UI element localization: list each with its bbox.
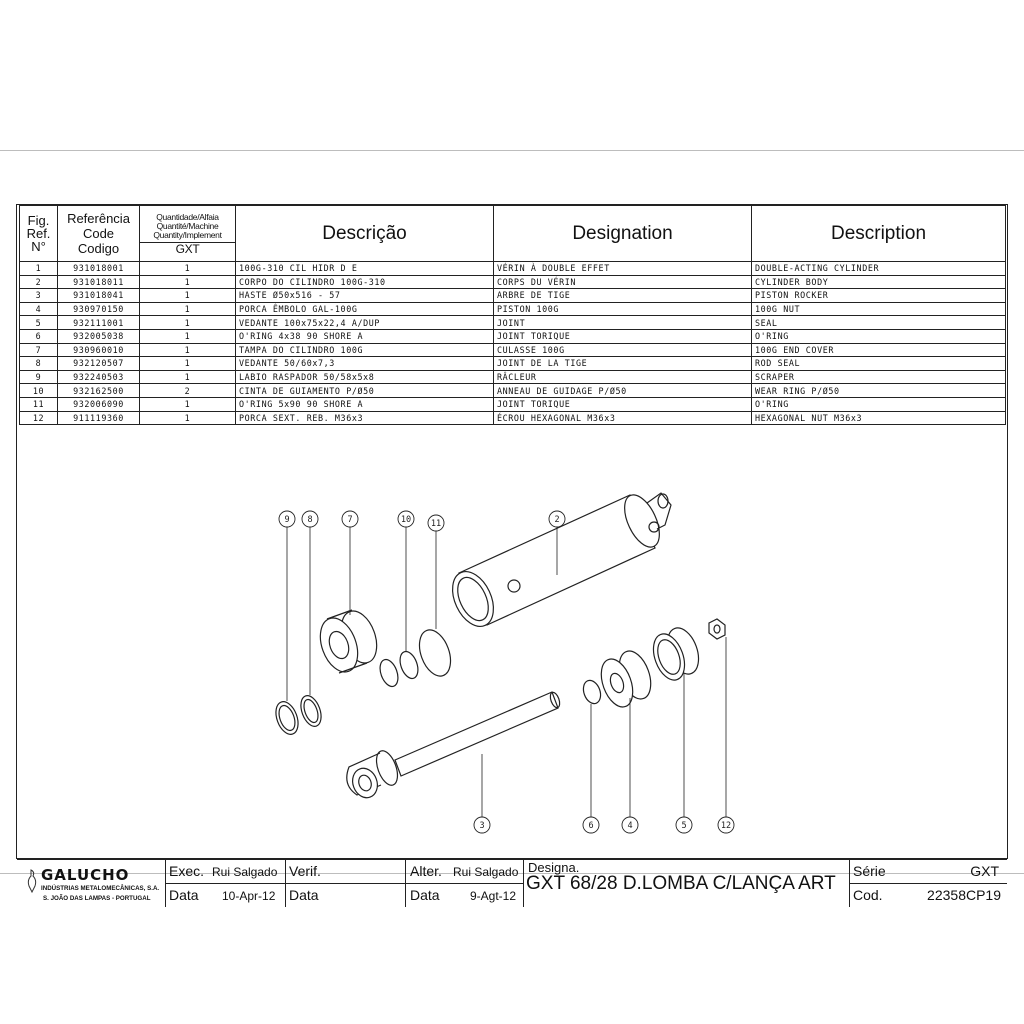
row-code: 932240503 — [58, 370, 140, 384]
cod-value: 22358CP19 — [927, 887, 1001, 903]
row-designation: JOINT TORIQUE — [494, 397, 752, 411]
row-fig: 9 — [20, 370, 58, 384]
callout-12: 12 — [720, 821, 732, 831]
title-block — [17, 859, 1007, 907]
cod-label: Cod. — [853, 887, 883, 903]
row-code: 931018041 — [58, 289, 140, 303]
callout-3: 3 — [479, 821, 485, 831]
exec-label: Exec. — [169, 863, 205, 879]
verif-block — [286, 860, 406, 907]
exec-date: 10-Apr-12 — [222, 889, 276, 903]
row-qty: 2 — [140, 384, 236, 398]
row-code: 911119360 — [58, 411, 140, 425]
row-descricao: CINTA DE GUIAMENTO P/Ø50 — [236, 384, 494, 398]
row-description: O'RING — [752, 397, 1006, 411]
header-description: Description — [752, 206, 1006, 262]
row-description: SCRAPER — [752, 370, 1006, 384]
piston-nut-part — [595, 647, 656, 712]
row-fig: 12 — [20, 411, 58, 425]
row-code: 932162500 — [58, 384, 140, 398]
designa-value: GXT 68/28 D.LOMBA C/LANÇA ART — [526, 873, 836, 894]
row-qty: 1 — [140, 357, 236, 371]
alter-date: 9-Agt-12 — [470, 889, 517, 903]
header-ref-line: Ref. — [26, 226, 51, 241]
header-quantity-model: GXT — [140, 242, 235, 254]
row-descricao: O'RING 4x38 90 SHORE A — [236, 329, 494, 343]
row-description: WEAR RING P/Ø50 — [752, 384, 1006, 398]
row-descricao: PORCA SEXT. REB. M36x3 — [236, 411, 494, 425]
scraper-part — [272, 699, 302, 738]
end-cover-part — [313, 606, 383, 677]
designa-label: Designa. — [528, 860, 580, 875]
row-description: HEXAGONAL NUT M36x3 — [752, 411, 1006, 425]
row-designation: VÉRIN À DOUBLE EFFET — [494, 262, 752, 276]
exec-block — [166, 860, 286, 907]
row-descricao: TAMPA DO CILINDRO 100G — [236, 343, 494, 357]
header-quantite-line: Quantité/Machine — [156, 221, 219, 231]
row-designation: PISTON 100G — [494, 302, 752, 316]
row-designation: ÉCROU HEXAGONAL M36x3 — [494, 411, 752, 425]
row-qty: 1 — [140, 397, 236, 411]
wear-ring-part — [377, 657, 402, 689]
row-descricao: PORCA ÊMBOLO GAL-100G — [236, 302, 494, 316]
row-code: 930970150 — [58, 302, 140, 316]
row-descricao: O'RING 5x90 90 SHORE A — [236, 397, 494, 411]
row-qty: 1 — [140, 275, 236, 289]
row-descricao: VEDANTE 100x75x22,4 A/DUP — [236, 316, 494, 330]
header-descricao: Descrição — [236, 206, 494, 262]
row-description: 100G END COVER — [752, 343, 1006, 357]
oring-large-part — [414, 626, 457, 681]
callout-11: 11 — [430, 519, 442, 529]
exploded-view-drawing — [17, 205, 1007, 859]
row-description: ROD SEAL — [752, 357, 1006, 371]
designation-block — [524, 860, 850, 907]
piston-rod-part — [347, 691, 562, 801]
callout-8: 8 — [307, 515, 313, 525]
header-code-line: Code — [82, 226, 115, 241]
row-fig: 3 — [20, 289, 58, 303]
row-code: 932111001 — [58, 316, 140, 330]
row-fig: 6 — [20, 329, 58, 343]
row-fig: 2 — [20, 275, 58, 289]
row-descricao: HASTE Ø50x516 - 57 — [236, 289, 494, 303]
callout-4: 4 — [627, 821, 633, 831]
callout-6: 6 — [588, 821, 594, 831]
row-description: DOUBLE-ACTING CYLINDER — [752, 262, 1006, 276]
row-qty: 1 — [140, 316, 236, 330]
exec-value: Rui Salgado — [212, 865, 278, 879]
row-designation: RÂCLEUR — [494, 370, 752, 384]
drawing-frame — [16, 204, 1008, 903]
row-designation: CULASSE 100G — [494, 343, 752, 357]
row-descricao: CORPO DO CILINDRO 100G-310 — [236, 275, 494, 289]
row-description: O'RING — [752, 329, 1006, 343]
verif-data-label: Data — [289, 887, 319, 903]
row-designation: JOINT — [494, 316, 752, 330]
rooster-logo-icon — [25, 868, 39, 894]
company-line1: INDÚSTRIAS METALOMECÂNICAS, S.A. — [41, 885, 160, 892]
row-designation: JOINT TORIQUE — [494, 329, 752, 343]
alter-data-label: Data — [410, 887, 440, 903]
header-quantity-line: Quantity/Implement — [153, 230, 222, 240]
oring-small-part — [580, 678, 603, 706]
row-description: CYLINDER BODY — [752, 275, 1006, 289]
row-designation: JOINT DE LA TIGE — [494, 357, 752, 371]
row-fig: 5 — [20, 316, 58, 330]
row-qty: 1 — [140, 370, 236, 384]
row-fig: 1 — [20, 262, 58, 276]
row-qty: 1 — [140, 302, 236, 316]
seal-part — [648, 624, 705, 685]
drawing-sheet — [0, 150, 1024, 903]
callout-7: 7 — [347, 515, 353, 525]
serie-label: Série — [853, 863, 886, 879]
company-logo-block — [17, 860, 166, 907]
callout-9: 9 — [284, 515, 290, 525]
callout-10: 10 — [400, 515, 412, 525]
row-code: 930960010 — [58, 343, 140, 357]
row-designation: ARBRE DE TIGE — [494, 289, 752, 303]
header-no-line: N° — [31, 239, 46, 254]
row-code: 931018001 — [58, 262, 140, 276]
row-qty: 1 — [140, 262, 236, 276]
header-quantidade-line: Quantidade/Alfaia — [156, 212, 219, 222]
row-description: PISTON ROCKER — [752, 289, 1006, 303]
callout-2: 2 — [554, 515, 560, 525]
header-referencia-line: Referência — [67, 211, 130, 226]
company-line2: S. JOÃO DAS LAMPAS - PORTUGAL — [43, 895, 151, 902]
serie-cod-block — [850, 860, 1007, 907]
row-description: 100G NUT — [752, 302, 1006, 316]
row-designation: CORPS DU VÉRIN — [494, 275, 752, 289]
alter-block — [406, 860, 524, 907]
rod-seal-part — [297, 693, 325, 729]
callout-5: 5 — [681, 821, 687, 831]
row-code: 932006090 — [58, 397, 140, 411]
serie-value: GXT — [970, 863, 999, 879]
row-qty: 1 — [140, 289, 236, 303]
row-description: SEAL — [752, 316, 1006, 330]
row-fig: 4 — [20, 302, 58, 316]
alter-value: Rui Salgado — [453, 865, 519, 879]
row-designation: ANNEAU DE GUIDAGE P/Ø50 — [494, 384, 752, 398]
header-fig-line: Fig. — [27, 213, 50, 228]
company-name: GALUCHO — [41, 866, 130, 884]
alter-label: Alter. — [410, 863, 442, 879]
row-qty: 1 — [140, 343, 236, 357]
row-code: 932005038 — [58, 329, 140, 343]
row-fig: 10 — [20, 384, 58, 398]
row-code: 931018011 — [58, 275, 140, 289]
hex-nut-part — [709, 619, 725, 639]
row-fig: 7 — [20, 343, 58, 357]
row-code: 932120507 — [58, 357, 140, 371]
header-codigo-line: Codigo — [77, 241, 120, 256]
exec-data-label: Data — [169, 887, 199, 903]
row-descricao: VEDANTE 50/60x7,3 — [236, 357, 494, 371]
row-descricao: LABIO RASPADOR 50/58x5x8 — [236, 370, 494, 384]
row-descricao: 100G-310 CIL HIDR D E — [236, 262, 494, 276]
row-qty: 1 — [140, 411, 236, 425]
row-qty: 1 — [140, 329, 236, 343]
row-fig: 8 — [20, 357, 58, 371]
header-designation: Designation — [494, 206, 752, 262]
row-fig: 11 — [20, 397, 58, 411]
verif-label: Verif. — [289, 863, 321, 879]
